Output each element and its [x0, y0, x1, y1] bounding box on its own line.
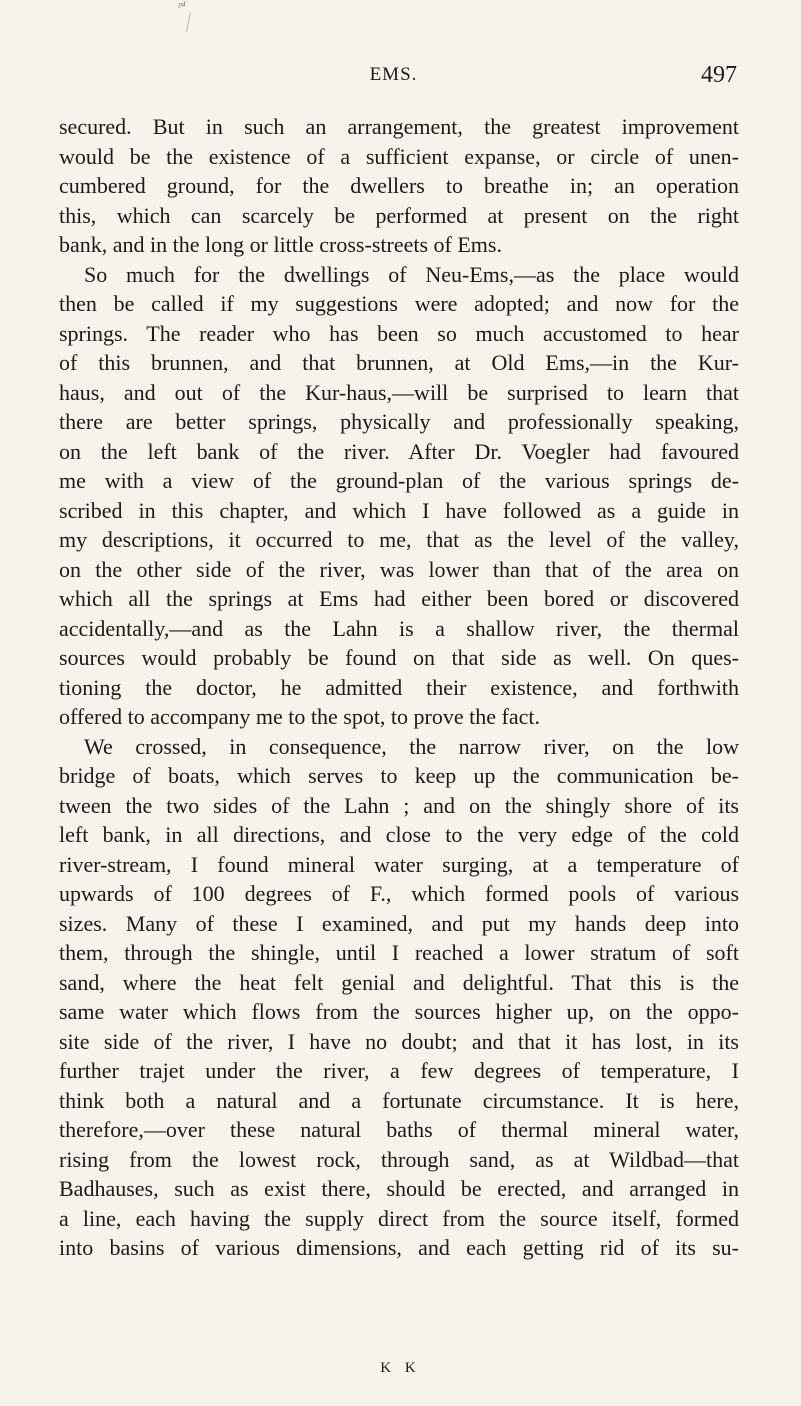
- running-title: EMS.: [369, 64, 418, 85]
- text-line: think both a natural and a fortunate circumstance. It is here,: [59, 1087, 739, 1113]
- text-line: there are better springs, physically and professionally speaking,: [59, 409, 739, 434]
- text-line: cumbered ground, for the dwellers to breathe in; an operation: [59, 173, 739, 198]
- text-line: would be the existence of a sufficient expanse, or circle of unen-: [59, 143, 739, 169]
- text-line: Badhauses, such as exist there, should be erected, and arranged in: [59, 1176, 739, 1201]
- running-header: [50, 60, 737, 90]
- text-line: rising from the lowest rock, through sand, as at Wildbad—that: [59, 1146, 739, 1172]
- text-line: sizes. Many of these I examined, and put my hands deep into: [59, 910, 739, 936]
- text-line: on the left bank of the river. After Dr. Voegler had favoured: [59, 438, 739, 464]
- text-line: tioning the doctor, he admitted their existence, and forthwith: [59, 674, 739, 700]
- text-line: a line, each having the supply direct from the source itself, formed: [59, 1205, 739, 1231]
- text-line: therefore,—over these natural baths of thermal mineral water,: [59, 1117, 739, 1142]
- text-line: sand, where the heat felt genial and delightful. That this is the: [59, 969, 739, 995]
- text-line: river-stream, I found mineral water surging, at a temperature of: [59, 851, 739, 877]
- text-line: tween the two sides of the Lahn ; and on the shingly shore of its: [59, 792, 739, 818]
- text-line: then be called if my suggestions were adopted; and now for the: [59, 291, 739, 316]
- text-line: into basins of various dimensions, and each getting rid of its su-: [59, 1235, 739, 1260]
- body-text: [59, 112, 739, 1263]
- text-line: sources would probably be found on that side as well. On ques-: [59, 645, 739, 670]
- text-line: scribed in this chapter, and which I have followed as a guide in: [59, 497, 739, 523]
- text-line: on the other side of the river, was lower than that of the area on: [59, 556, 739, 582]
- text-line: this, which can scarcely be performed at present on the right: [59, 202, 739, 228]
- text-line: upwards of 100 degrees of F., which formed pools of various: [59, 881, 739, 906]
- text-line: haus, and out of the Kur-haus,—will be surprised to learn that: [59, 379, 739, 405]
- text-line: accidentally,—and as the Lahn is a shallow river, the thermal: [59, 615, 739, 641]
- text-line: springs. The reader who has been so much accustomed to hear: [59, 320, 739, 346]
- text-line: We crossed, in consequence, the narrow river, on the low: [84, 733, 739, 759]
- text-line: left bank, in all directions, and close to the very edge of the cold: [59, 822, 739, 847]
- text-line: site side of the river, I have no doubt; and that it has lost, in its: [59, 1028, 739, 1054]
- text-line: me with a view of the ground-plan of the various springs de-: [59, 468, 739, 493]
- signature-mark: K K: [380, 1360, 421, 1376]
- text-line: which all the springs at Ems had either been bored or discovered: [59, 586, 739, 611]
- text-line: So much for the dwellings of Neu-Ems,—as the place would: [84, 261, 739, 287]
- text-line: of this brunnen, and that brunnen, at Old Ems,—in the Kur-: [59, 350, 739, 375]
- text-line: further trajet under the river, a few degrees of temperature, I: [59, 1058, 739, 1083]
- text-line: my descriptions, it occurred to me, that as the level of the valley,: [59, 527, 739, 552]
- margin-mark-stroke: [186, 12, 191, 32]
- text-line: them, through the shingle, until I reached a lower stratum of soft: [59, 940, 739, 965]
- text-line: bridge of boats, which serves to keep up the communication be-: [59, 763, 739, 788]
- margin-mark: ᵖ⁴: [178, 0, 186, 13]
- text-line: secured. But in such an arrangement, the greatest improvement: [59, 114, 739, 139]
- page-number: 497: [701, 62, 737, 88]
- text-line: bank, and in the long or little cross-streets of Ems.: [59, 232, 502, 257]
- text-line: offered to accompany me to the spot, to prove the fact.: [59, 704, 540, 729]
- text-line: same water which flows from the sources higher up, on the oppo-: [59, 999, 739, 1024]
